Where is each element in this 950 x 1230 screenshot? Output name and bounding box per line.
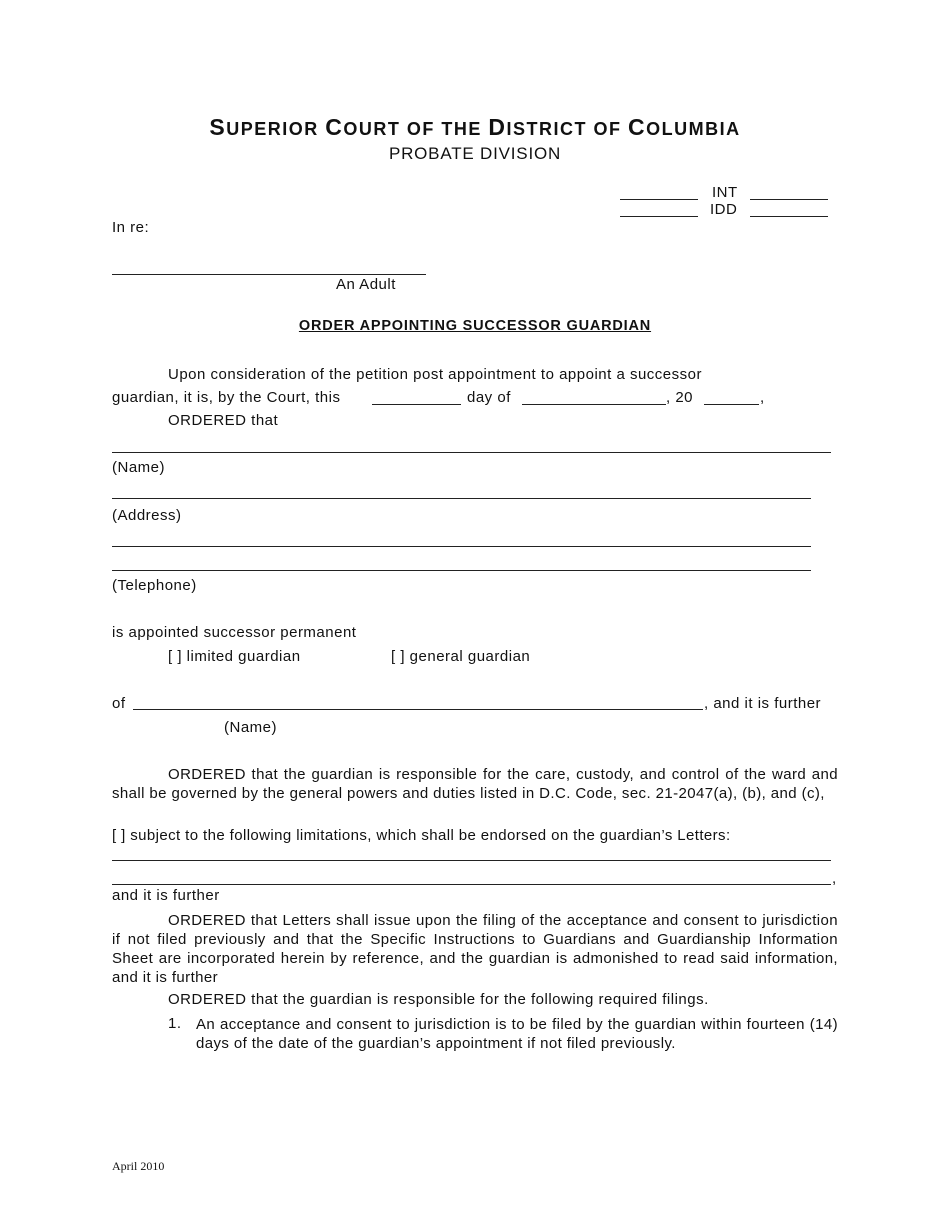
int-label: INT (712, 184, 738, 201)
ward-name-blank[interactable] (112, 274, 426, 275)
limitations-comma: , (832, 870, 837, 887)
title-part: COURT OF THE (325, 114, 489, 140)
general-guardian-checkbox[interactable]: [ ] general guardian (391, 648, 531, 665)
telephone-blank[interactable] (112, 570, 811, 571)
address-blank[interactable] (112, 498, 811, 499)
limitations-checkbox[interactable]: [ ] subject to the following limitations, which shall be endorsed on the guardian’s Letters: (112, 827, 731, 844)
order-heading: ORDER APPOINTING SUCCESSOR GUARDIAN (298, 318, 652, 334)
address-label: (Address) (112, 507, 182, 524)
division-title: PROBATE DIVISION (388, 144, 562, 163)
year-blank[interactable] (704, 404, 759, 405)
intro-line-1: Upon consideration of the petition post appointment to appoint a successor (168, 366, 702, 383)
limitations-blank-2[interactable] (112, 884, 831, 885)
further-line: and it is further (112, 887, 220, 904)
of-label: of (112, 695, 126, 712)
int-left-blank[interactable] (620, 199, 698, 200)
in-re-label: In re: (112, 219, 150, 236)
day-blank[interactable] (372, 404, 461, 405)
intro-line-2c: , 20 (666, 389, 694, 406)
address-blank-2[interactable] (112, 546, 811, 547)
item-1-number: 1. (168, 1015, 182, 1032)
appointed-text: is appointed successor permanent (112, 624, 357, 641)
guardian-name-blank[interactable] (112, 452, 831, 453)
item-1-text: An acceptance and consent to jurisdiction is to be filed by the guardian within fourteen (14) days of the date of the guardian’s appointment if not filed previously. (196, 1016, 838, 1052)
ward-of-blank[interactable] (133, 709, 703, 710)
footer-date: April 2010 (112, 1159, 165, 1173)
idd-right-blank[interactable] (750, 216, 828, 217)
responsibility-paragraph: ORDERED that the guardian is responsible for the care, custody, and control of the ward and shall be governed by the general powers and duties listed in D.C. Code, sec. 21-2047(a), (b), and (c), (112, 766, 838, 802)
intro-line-2b: day of (467, 389, 511, 406)
limitations-blank-1[interactable] (112, 860, 831, 861)
idd-left-blank[interactable] (620, 216, 698, 217)
court-title (0, 114, 950, 141)
month-blank[interactable] (522, 404, 666, 405)
intro-line-2a: guardian, it is, by the Court, this (112, 389, 341, 406)
limited-guardian-checkbox[interactable]: [ ] limited guardian (168, 648, 301, 665)
ordered-that-label: ORDERED that (168, 412, 279, 429)
of-name-label: (Name) (224, 719, 278, 736)
title-part: SUPERIOR (209, 114, 326, 140)
filings-paragraph: ORDERED that the guardian is responsible for the following required filings. (168, 991, 709, 1008)
an-adult-label: An Adult (336, 276, 396, 293)
title-part: DISTRICT OF (488, 114, 628, 140)
idd-label: IDD (710, 201, 738, 218)
telephone-label: (Telephone) (112, 577, 197, 594)
int-right-blank[interactable] (750, 199, 828, 200)
letters-paragraph: ORDERED that Letters shall issue upon the filing of the acceptance and consent to jurisdiction if not filed previously and that the Specific Instructions to Guardians and Guardianship Information Sheet are incorporated herein by reference, and the guardian is admonished to read said information, and it is further (112, 912, 838, 986)
name-label: (Name) (112, 459, 166, 476)
further-text: , and it is further (704, 695, 822, 712)
intro-line-2d: , (760, 389, 765, 406)
title-part: COLUMBIA (627, 114, 741, 140)
